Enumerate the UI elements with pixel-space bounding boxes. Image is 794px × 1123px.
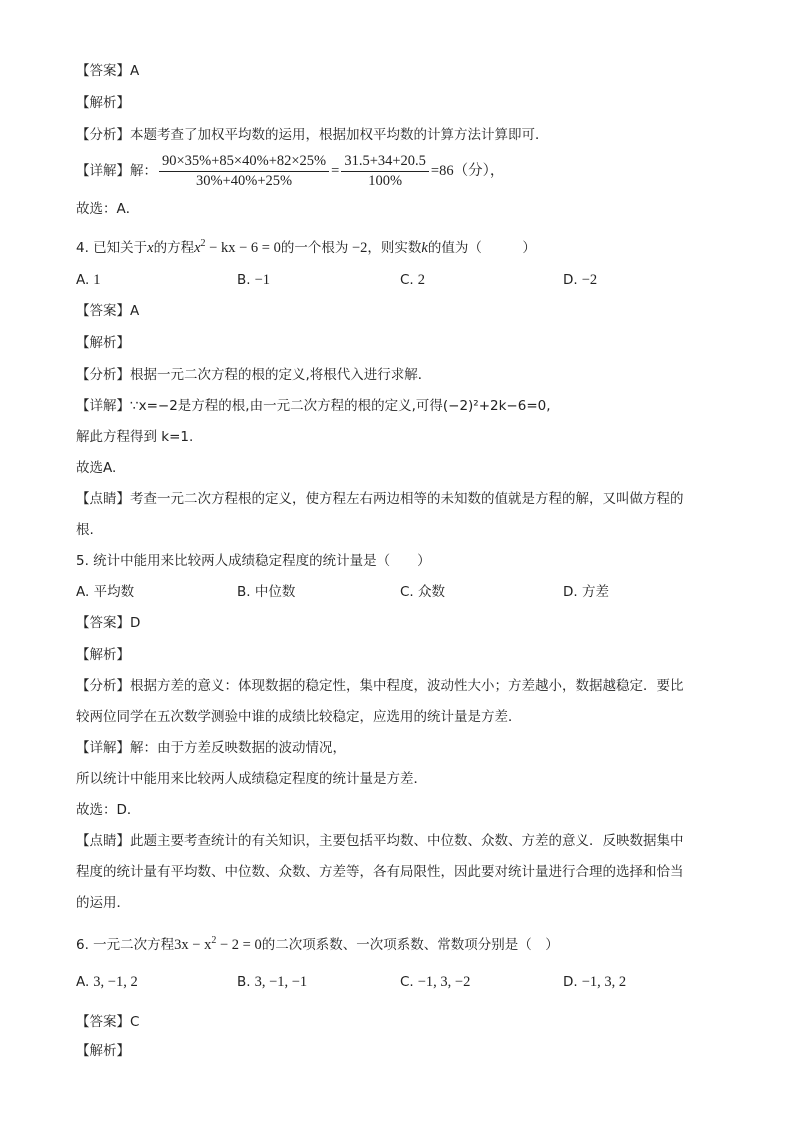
q3-frac2-numerator: 31.5+34+20.5 — [341, 153, 429, 172]
q5-detail-1: 【详解】解：由于方差反映数据的波动情况， — [76, 740, 346, 756]
option-value: −1, 3, −2 — [417, 974, 471, 990]
q5-answer: 【答案】D — [76, 615, 141, 631]
q4-options — [76, 270, 726, 290]
option-label: C. — [400, 974, 414, 990]
q5-stem: 5. 统计中能用来比较两人成绩稳定程度的统计量是（ ） — [76, 553, 431, 569]
q4-eq-rest: − kx − 6 = 0 — [205, 240, 281, 256]
q3-frac1-denominator: 30%+40%+25% — [196, 172, 293, 189]
q4-detail-2: 解此方程得到 k=1. — [76, 429, 194, 445]
q6-eq-rest: − 2 = 0 — [216, 937, 262, 953]
q6-eq-left: 3x − x — [174, 937, 212, 953]
q4-detail: 【详解】∵x=−2是方程的根,由一元二次方程的根的定义,可得(−2)²+2k−6=0, — [76, 398, 551, 414]
option-value: 2 — [417, 272, 425, 288]
option-value: −1 — [254, 272, 270, 288]
option-value: 1 — [93, 272, 101, 288]
q4-option-a — [76, 270, 101, 290]
q4-stem-part: 的值为（ ） — [427, 240, 536, 256]
q5-option-b — [237, 582, 295, 602]
q5-dianjing-2: 程度的统计量有平均数、中位数、众数、方差等，各有局限性，因此要对统计量进行合理的选择和恰当 — [76, 864, 684, 880]
q4-root: −2 — [348, 240, 368, 256]
option-value: −1, 3, 2 — [581, 974, 627, 990]
q3-result: =86（分）， — [430, 163, 505, 179]
option-label: D. — [563, 272, 578, 288]
q6-answer: 【答案】C — [76, 1014, 140, 1030]
q4-stem-part: 的一个根为 — [280, 240, 349, 256]
q4-analysis-label: 【解析】 — [76, 335, 130, 351]
option-value: 众数 — [418, 584, 446, 600]
q4-option-d — [563, 270, 597, 290]
option-value: 方差 — [581, 584, 609, 600]
q5-option-c — [400, 582, 445, 602]
q5-fenxi-1: 【分析】根据方差的意义：体现数据的稳定性，集中程度，波动性大小；方差越小，数据越稳定．要比 — [76, 678, 684, 694]
option-label: D. — [563, 584, 578, 600]
option-label: A. — [76, 584, 90, 600]
q3-choose: 故选：A． — [76, 201, 140, 217]
q6-stem — [76, 931, 559, 955]
q4-dianjing-1: 【点睛】考查一元二次方程根的定义，使方程左右两边相等的未知数的值就是方程的解，又叫做方程的 — [76, 491, 684, 507]
q5-analysis-label: 【解析】 — [76, 647, 130, 663]
q3-fraction-2 — [341, 153, 429, 190]
q4-var-k: k — [421, 240, 428, 256]
q6-option-b — [237, 972, 307, 992]
q3-fenxi: 【分析】本题考查了加权平均数的运用，根据加权平均数的计算方法计算即可． — [76, 127, 549, 143]
q3-equals: = — [331, 163, 340, 179]
q3-detail-prefix: 【详解】解： — [76, 163, 157, 179]
q6-option-a — [76, 972, 138, 992]
q4-dianjing-2: 根. — [76, 522, 94, 538]
q5-choose: 故选：D． — [76, 802, 141, 818]
option-value: 3, −1, −1 — [254, 974, 308, 990]
q3-frac1-numerator: 90×35%+85×40%+82×25% — [159, 153, 329, 172]
q4-eq-x: x — [194, 240, 201, 256]
option-label: B. — [237, 974, 251, 990]
q5-option-d — [563, 582, 609, 602]
option-label: D. — [563, 974, 578, 990]
option-label: B. — [237, 584, 251, 600]
option-label: C. — [400, 584, 414, 600]
q4-answer: 【答案】A — [76, 303, 140, 319]
q3-frac2-denominator: 100% — [368, 172, 403, 189]
q4-stem-part: 4. 已知关于 — [76, 240, 148, 256]
q5-dianjing-1: 【点睛】此题主要考查统计的有关知识，主要包括平均数、中位数、众数、方差的意义．反映数据集中 — [76, 833, 684, 849]
q5-options — [76, 582, 726, 602]
q4-stem — [76, 234, 536, 258]
q3-detail — [76, 152, 504, 190]
q5-fenxi-2: 较两位同学在五次数学测验中谁的成绩比较稳定，应选用的统计量是方差． — [76, 709, 522, 725]
option-label: A. — [76, 272, 90, 288]
q5-option-a — [76, 582, 134, 602]
option-value: 中位数 — [254, 584, 296, 600]
option-label: C. — [400, 272, 414, 288]
q4-fenxi: 【分析】根据一元二次方程的根的定义,将根代入进行求解． — [76, 367, 432, 383]
q6-stem-part: 6. 一元二次方程 — [76, 937, 175, 953]
q6-option-d — [563, 972, 626, 992]
q6-analysis-label: 【解析】 — [76, 1043, 130, 1059]
q6-options — [76, 972, 726, 992]
q5-dianjing-3: 的运用． — [76, 895, 130, 911]
q3-answer: 【答案】A — [76, 63, 140, 79]
q3-fraction-1 — [159, 153, 329, 190]
q3-analysis-label: 【解析】 — [76, 95, 130, 111]
q4-option-b — [237, 270, 270, 290]
q5-detail-2: 所以统计中能用来比较两人成绩稳定程度的统计量是方差． — [76, 771, 427, 787]
q6-equation — [174, 937, 262, 953]
q6-option-c — [400, 972, 470, 992]
q4-eq-exponent: 2 — [200, 238, 206, 249]
q6-eq-exponent: 2 — [211, 935, 217, 946]
q4-stem-part: ，则实数 — [367, 240, 422, 256]
q4-var-x: x — [147, 240, 154, 256]
option-value: 平均数 — [93, 584, 135, 600]
q4-stem-part: 的方程 — [153, 240, 195, 256]
q6-stem-part: 的二次项系数、一次项系数、常数项分别是（ ） — [261, 937, 559, 953]
option-label: A. — [76, 974, 90, 990]
q4-option-c — [400, 270, 425, 290]
q4-equation — [194, 240, 281, 256]
option-value: 3, −1, 2 — [93, 974, 138, 990]
option-label: B. — [237, 272, 251, 288]
q4-choose: 故选A. — [76, 460, 117, 476]
option-value: −2 — [581, 272, 598, 288]
